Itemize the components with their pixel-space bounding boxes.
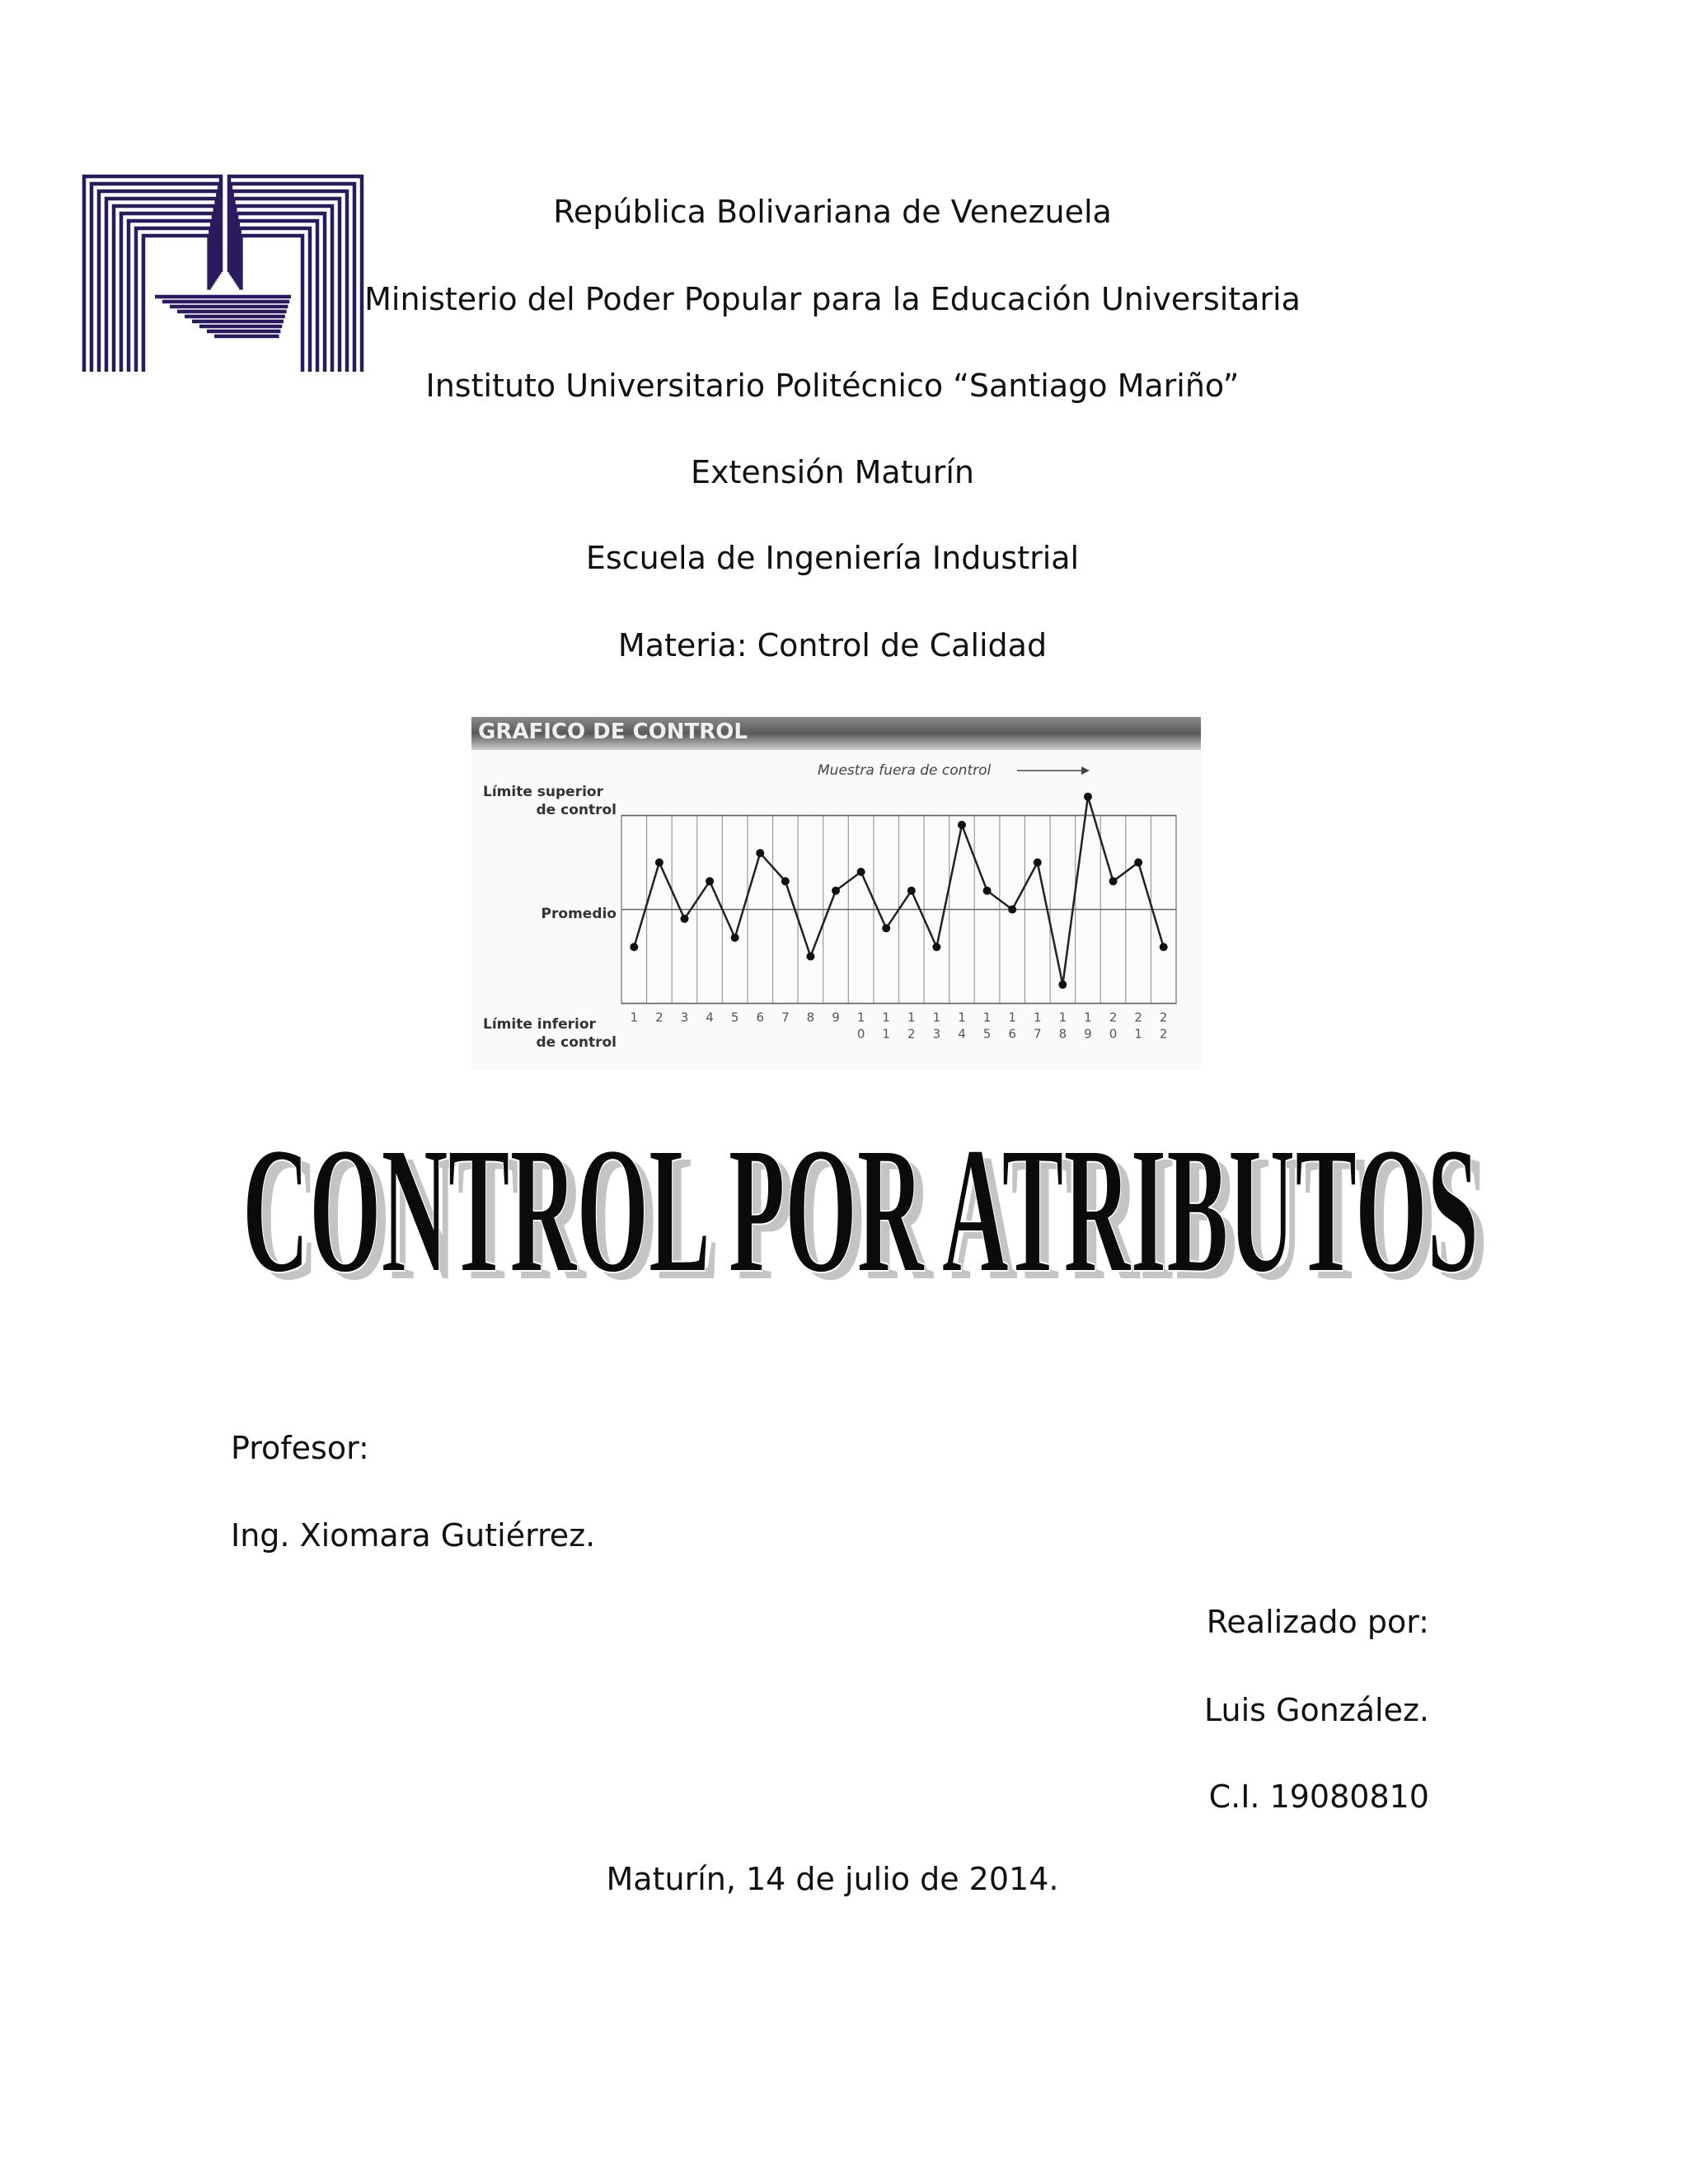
sample-point [958, 821, 966, 829]
sample-tick-label: 1 [882, 1010, 890, 1025]
sample-tick-label: 1 [1084, 1010, 1092, 1025]
document-title-text: CONTROL POR ATRIBUTOS [242, 1129, 1479, 1310]
sample-tick-label: 3 [680, 1010, 689, 1025]
sample-point [1084, 793, 1092, 801]
annotation-arrow-head [1081, 766, 1090, 775]
sample-tick-label: 1 [932, 1010, 941, 1025]
sample-point [1058, 981, 1067, 989]
sample-tick-label: 1 [958, 1010, 966, 1025]
professor-name: Ing. Xiomara Gutiérrez. [231, 1517, 596, 1554]
sample-point [680, 915, 688, 923]
sample-point [731, 934, 739, 942]
out-of-control-annotation: Muestra fuera de control [818, 762, 992, 779]
sample-point [756, 849, 764, 857]
sample-tick-label: 4 [706, 1010, 714, 1025]
sample-point [1160, 943, 1168, 951]
header-school: Escuela de Ingeniería Industrial [585, 540, 1080, 576]
header-republic: República Bolivariana de Venezuela [553, 194, 1112, 230]
sample-point [1134, 859, 1142, 867]
sample-tick-label: 6 [756, 1010, 765, 1025]
upper-limit-label-2: de control [536, 802, 617, 818]
sample-tick-label: 1 [856, 1010, 865, 1025]
sample-tick-label: 1 [982, 1010, 992, 1025]
control-chart-svg [471, 714, 1201, 1070]
header-subject: Materia: Control de Calidad [617, 627, 1048, 663]
sample-tick-label: 8 [1058, 1026, 1067, 1042]
sample-tick-label: 9 [1084, 1026, 1092, 1042]
sample-point [706, 877, 714, 885]
sample-tick-label: 2 [655, 1010, 663, 1025]
average-label: Promedio [541, 906, 617, 922]
document-title-graphic [224, 1129, 1510, 1310]
author-name: Luis González. [1204, 1692, 1429, 1728]
sample-tick-label: 0 [1109, 1026, 1118, 1042]
lower-limit-label-2: de control [536, 1034, 617, 1051]
sample-point [983, 887, 992, 895]
sample-tick-label: 1 [1134, 1026, 1142, 1042]
sample-tick-label: 2 [1134, 1010, 1142, 1025]
sample-point [1008, 906, 1016, 914]
upper-limit-label-1: Límite superior [483, 784, 603, 800]
sample-tick-label: 6 [1008, 1026, 1016, 1042]
sample-point [1109, 877, 1118, 885]
sample-tick-label: 9 [832, 1010, 840, 1025]
sample-point [655, 859, 663, 867]
sample-tick-label: 0 [856, 1026, 865, 1042]
sample-tick-label: 2 [1159, 1026, 1168, 1042]
sample-tick-label: 1 [882, 1026, 890, 1042]
author-label: Realizado por: [1206, 1604, 1429, 1640]
document-title [224, 1129, 1510, 1310]
sample-tick-label: 8 [806, 1010, 815, 1025]
sample-tick-label: 1 [1033, 1010, 1042, 1025]
sample-tick-label: 3 [932, 1026, 941, 1042]
sample-tick-label: 7 [781, 1010, 790, 1025]
sample-tick-label: 5 [982, 1026, 992, 1042]
lower-limit-label-1: Límite inferior [483, 1016, 596, 1033]
sample-point [1034, 859, 1042, 867]
sample-tick-label: 1 [907, 1010, 916, 1025]
sample-point [832, 887, 840, 895]
sample-tick-label: 2 [907, 1026, 916, 1042]
chart-sample-ticks [631, 1010, 1168, 1042]
sample-tick-label: 4 [958, 1026, 966, 1042]
sample-point [806, 953, 814, 961]
sample-tick-label: 1 [630, 1010, 639, 1025]
document-title-shadow: CONTROL POR ATRIBUTOS [251, 1129, 1488, 1310]
chart-banner-text: GRAFICO DE CONTROL [478, 719, 748, 744]
sample-point [781, 877, 790, 885]
header-extension: Extensión Maturín [691, 454, 974, 490]
sample-tick-label: 5 [730, 1010, 739, 1025]
author-id: C.I. 19080810 [1208, 1779, 1429, 1815]
sample-tick-label: 1 [1008, 1010, 1016, 1025]
sample-tick-label: 2 [1159, 1010, 1168, 1025]
sample-point [932, 943, 940, 951]
sample-tick-label: 7 [1033, 1026, 1042, 1042]
professor-label: Profesor: [231, 1430, 369, 1466]
control-chart-figure [471, 714, 1201, 1070]
header-ministry: Ministerio del Poder Popular para la Educación Universitaria [364, 281, 1301, 317]
sample-tick-label: 2 [1109, 1010, 1118, 1025]
sample-point [630, 943, 638, 951]
header-institute: Instituto Universitario Politécnico “Santiago Mariño” [425, 368, 1240, 404]
sample-point [857, 868, 865, 876]
sample-point [907, 887, 916, 895]
sample-tick-label: 1 [1058, 1010, 1067, 1025]
footer-date: Maturín, 14 de julio de 2014. [606, 1861, 1059, 1897]
sample-point [882, 924, 890, 932]
